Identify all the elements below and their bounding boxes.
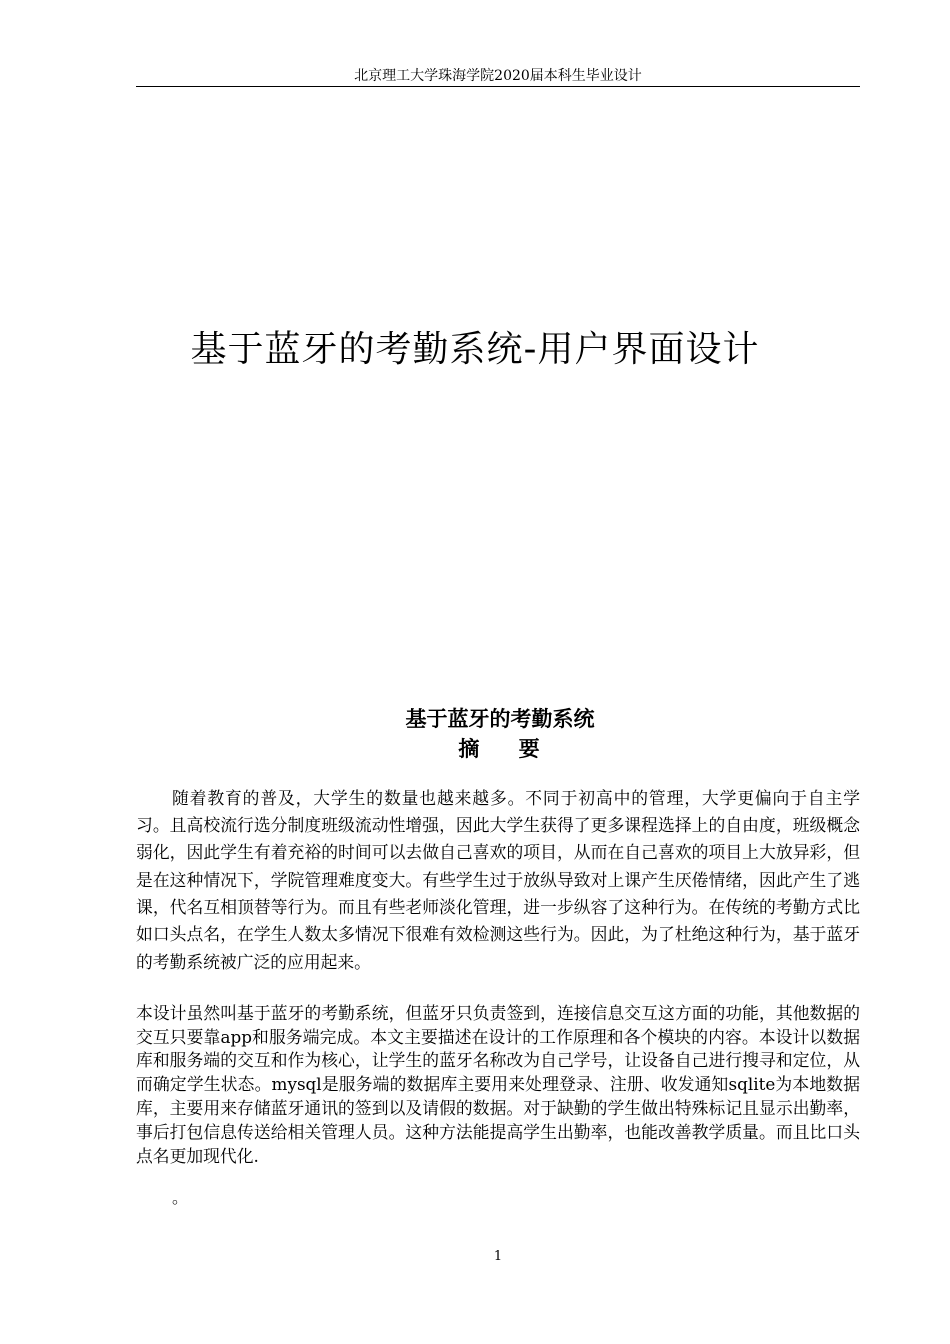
trailing-punctuation: 。 (172, 1188, 189, 1207)
abstract-paragraph-1: 随着教育的普及，大学生的数量也越来越多。不同于初高中的管理，大学更偏向于自主学习。且高校流行选分制度班级流动性增强，因此大学生获得了更多课程选择上的自由度，班级概念弱化，因此学生有着充裕的时间可以去做自己喜欢的项目，从而在自己喜欢的项目上大放异彩，但是在这种情况下，学院管理难度变大。有些学生过于放纵导致对上课产生厌倦情绪，因此产生了逃课，代名互相顶替等行为。而且有些老师淡化管理，进一步纵容了这种行为。在传统的考勤方式比如口头点名，在学生人数太多情况下很难有效检测这些行为。因此，为了杜绝这种行为，基于蓝牙的考勤系统被广泛的应用起来。 (136, 787, 860, 972)
abstract-paragraph-2: 本设计虽然叫基于蓝牙的考勤系统，但蓝牙只负责签到，连接信息交互这方面的功能，其他数据的交互只要靠app和服务端完成。本文主要描述在设计的工作原理和各个模块的内容。本设计以数据库和服务端的交互和作为核心，让学生的蓝牙名称改为自己学号，让设备自己进行搜寻和定位，从而确定学生状态。mysql是服务端的数据库主要用来处理登录、注册、收发通知sqlite为本地数据库，主要用来存储蓝牙通讯的签到以及请假的数据。对于缺勤的学生做出特殊标记且显示出勤率，事后打包信息传送给相关管理人员。这种方法能提高学生出勤率，也能改善教学质量。而且比口头点名更加现代化. (136, 1002, 860, 1166)
abstract-heading: 摘 要 (458, 737, 542, 761)
abstract-title: 基于蓝牙的考勤系统 (405, 707, 595, 731)
header-rule (136, 86, 860, 87)
document-title: 基于蓝牙的考勤系统-用户界面设计 (190, 329, 760, 371)
page-number: 1 (493, 1249, 503, 1264)
page-header: 北京理工大学珠海学院2020届本科生毕业设计 (354, 68, 642, 84)
